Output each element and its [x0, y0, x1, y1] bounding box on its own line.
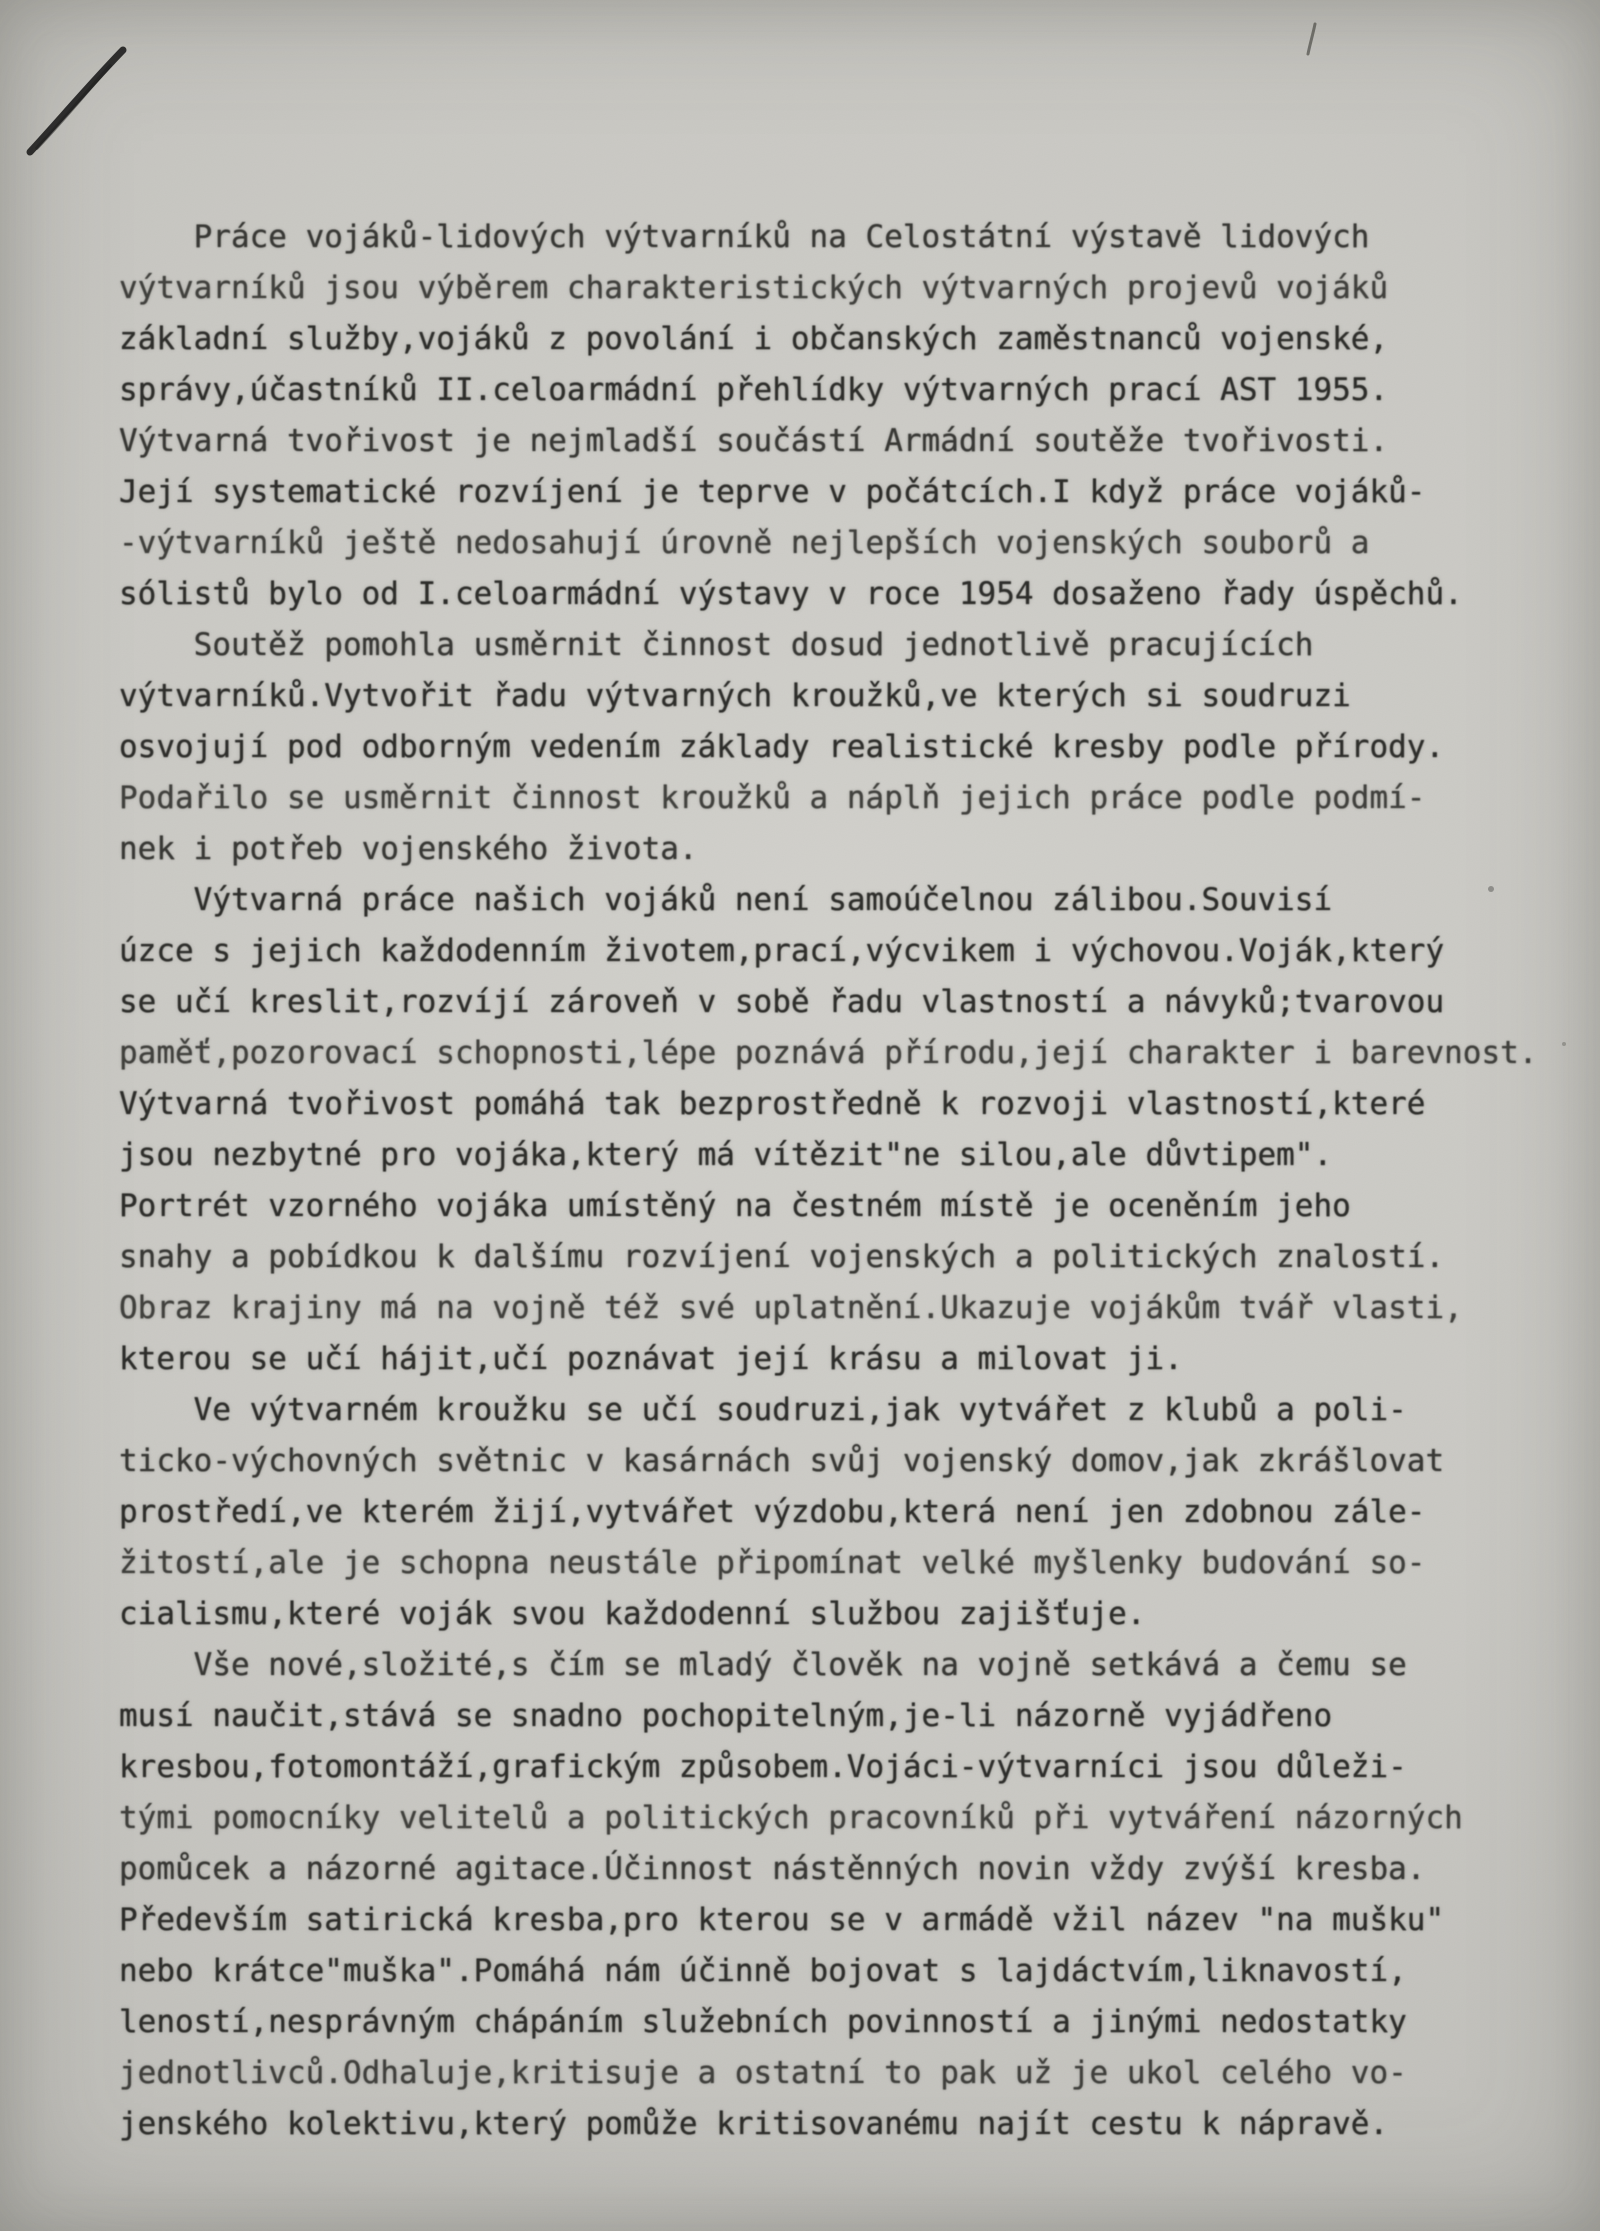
text-line: sólistů bylo od I.celoarmádní výstavy v roce 1954 dosaženo řady úspěchů. — [119, 576, 1463, 612]
text-line: Výtvarná tvořivost je nejmladší součástí Armádní soutěže tvořivosti. — [119, 423, 1389, 459]
text-line: nebo krátce"muška".Pomáhá nám účinně bojovat s lajdáctvím,liknavostí, — [119, 1953, 1407, 1989]
text-line: paměť,pozorovací schopnosti,lépe poznává přírodu,její charakter i barevnost. — [119, 1035, 1538, 1071]
text-line: úzce s jejich každodenním životem,prací,výcvikem i výchovou.Voják,který — [119, 933, 1445, 969]
text-line: Především satirická kresba,pro kterou se v armádě vžil název "na mušku" — [119, 1902, 1445, 1938]
text-line: musí naučit,stává se snadno pochopitelným,je-li názorně vyjádřeno — [119, 1698, 1333, 1734]
text-line: Práce vojáků-lidových výtvarníků na Celostátní výstavě lidových — [119, 219, 1370, 255]
text-line: se učí kreslit,rozvíjí zároveň v sobě řadu vlastností a návyků;tvarovou — [119, 984, 1445, 1020]
text-line: kresbou,fotomontáží,grafickým způsobem.Vojáci-výtvarníci jsou důleži- — [119, 1749, 1407, 1785]
text-line: Podařilo se usměrnit činnost kroužků a náplň jejich práce podle podmí- — [119, 780, 1426, 816]
text-line: nek i potřeb vojenského života. — [119, 831, 698, 867]
text-line: leností,nesprávným chápáním služebních povinností a jinými nedostatky — [119, 2004, 1407, 2040]
text-line: Výtvarná tvořivost pomáhá tak bezprostředně k rozvoji vlastností,které — [119, 1086, 1426, 1122]
text-line: Její systematické rozvíjení je teprve v počátcích.I když práce vojáků- — [119, 474, 1426, 510]
text-line: žitostí,ale je schopna neustále připomínat velké myšlenky budování so- — [119, 1545, 1426, 1581]
text-line: kterou se učí hájit,učí poznávat její krásu a milovat ji. — [119, 1341, 1183, 1377]
text-line: -výtvarníků ještě nedosahují úrovně nejlepších vojenských souborů a — [119, 525, 1370, 561]
text-line: Portrét vzorného vojáka umístěný na čestném místě je oceněním jeho — [119, 1188, 1351, 1224]
text-line: výtvarníků jsou výběrem charakteristických výtvarných projevů vojáků — [119, 270, 1389, 306]
text-line: jenského kolektivu,který pomůže kritisovanému najít cestu k nápravě. — [119, 2106, 1389, 2142]
text-line: jsou nezbytné pro vojáka,který má vítězit"ne silou,ale důvtipem". — [119, 1137, 1333, 1173]
text-line: cialismu,které voják svou každodenní službou zajišťuje. — [119, 1596, 1146, 1632]
text-line: Ve výtvarném kroužku se učí soudruzi,jak vytvářet z klubů a poli- — [119, 1392, 1407, 1428]
pen-stroke-mark — [22, 38, 152, 168]
text-line: prostředí,ve kterém žijí,vytvářet výzdobu,která není jen zdobnou zále- — [119, 1494, 1426, 1530]
text-line: ticko-výchovných světnic v kasárnách svůj vojenský domov,jak zkrášlovat — [119, 1443, 1445, 1479]
typewritten-text — [119, 212, 1589, 2150]
text-line: pomůcek a názorné agitace.Účinnost nástěnných novin vždy zvýší kresba. — [119, 1851, 1426, 1887]
text-line: Obraz krajiny má na vojně též své uplatnění.Ukazuje vojákům tvář vlasti, — [119, 1290, 1463, 1326]
text-line: osvojují pod odborným vedením základy realistické kresby podle přírody. — [119, 729, 1445, 765]
text-line: Vše nové,složité,s čím se mladý člověk na vojně setkává a čemu se — [119, 1647, 1407, 1683]
text-line: tými pomocníky velitelů a politických pracovníků při vytváření názorných — [119, 1800, 1463, 1836]
text-line: základní služby,vojáků z povolání i občanských zaměstnanců vojenské, — [119, 321, 1389, 357]
text-line: výtvarníků.Vytvořit řadu výtvarných kroužků,ve kterých si soudruzi — [119, 678, 1351, 714]
ink-tick-mark — [1295, 18, 1329, 62]
text-line: Soutěž pomohla usměrnit činnost dosud jednotlivě pracujících — [119, 627, 1314, 663]
text-line: správy,účastníků II.celoarmádní přehlídky výtvarných prací AST 1955. — [119, 372, 1389, 408]
text-line: Výtvarná práce našich vojáků není samoúčelnou zálibou.Souvisí — [119, 882, 1333, 918]
text-line: jednotlivců.Odhaluje,kritisuje a ostatní to pak už je ukol celého vo- — [119, 2055, 1407, 2091]
text-line: snahy a pobídkou k dalšímu rozvíjení vojenských a politických znalostí. — [119, 1239, 1445, 1275]
